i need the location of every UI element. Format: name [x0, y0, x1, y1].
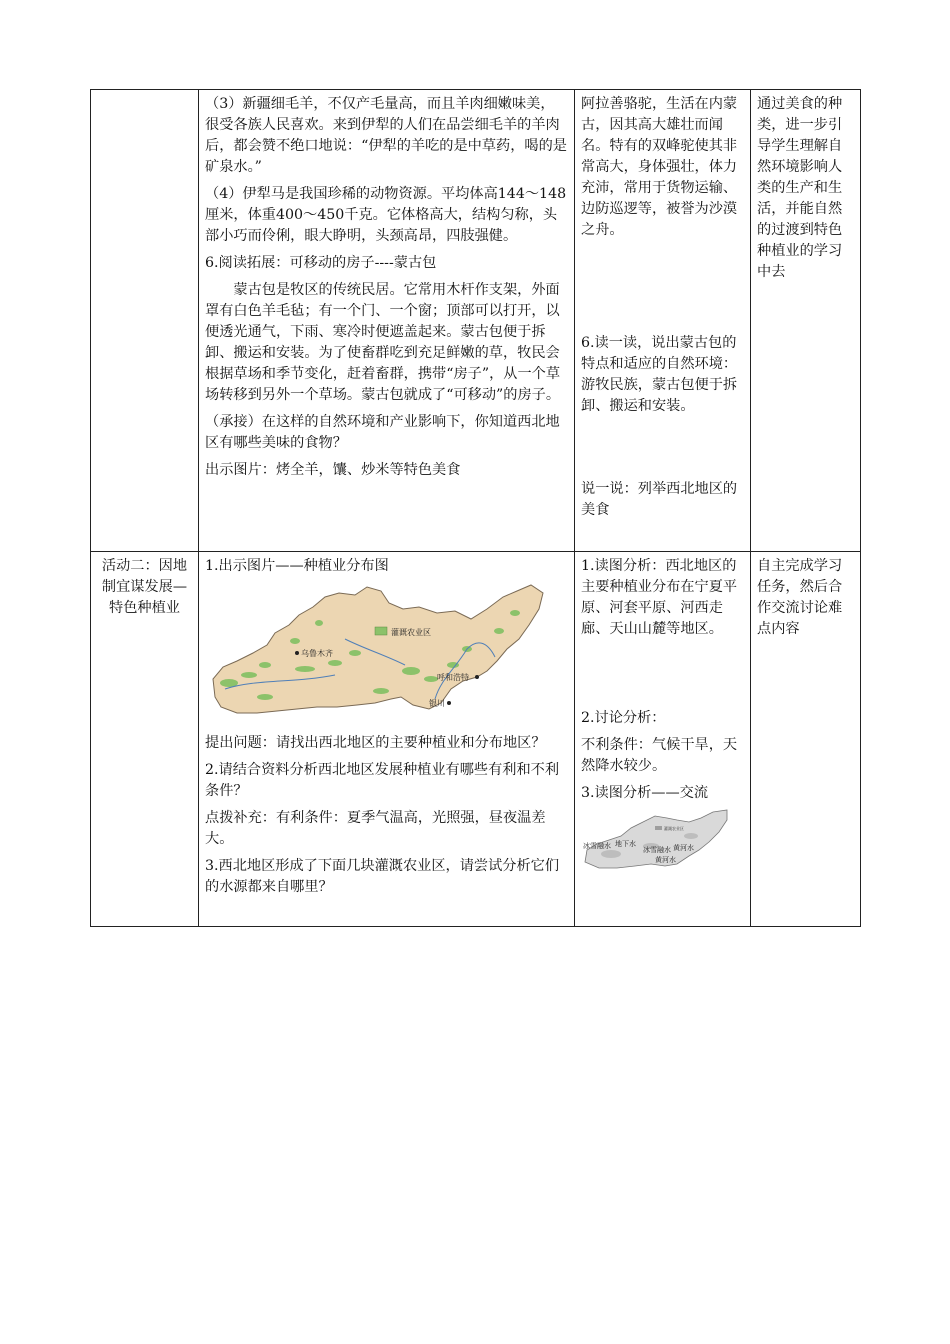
- northwest-region-shape: [213, 585, 543, 713]
- teacher-paragraph: 出示图片：烤全羊，馕、炒米等特色美食: [205, 462, 461, 478]
- teacher-paragraph: （4）伊犁马是我国珍稀的动物资源。平均体高144～148厘米，体重400～450千克。它体格高大，结构匀称，头部小巧而伶俐，眼大睁明，头颈高昂，四肢强健。: [205, 186, 567, 244]
- student-activity-cell: [575, 552, 751, 927]
- design-intent-cell: [751, 90, 861, 552]
- city-label: 银川: [429, 699, 445, 708]
- design-intent-text: 通过美食的种类，进一步引导学生理解自然环境影响人类的生产和生活，并能自然的过渡到特色种植业的学习中去: [757, 96, 843, 280]
- activity-cell: [91, 552, 199, 927]
- table-row: [91, 90, 861, 552]
- city-label: 乌鲁木齐: [301, 649, 333, 658]
- student-paragraph: 阿拉善骆驼，生活在内蒙古，因其高大雄壮而闻名。特有的双峰驼使其非常高大，身体强壮，体力充沛，常用于货物运输、边防巡逻等，被誉为沙漠之舟。: [581, 96, 738, 238]
- map-legend-label: 灌溉农业区: [664, 826, 684, 831]
- water-source-label: 地下水: [615, 840, 636, 848]
- water-source-label: 冰雪融水: [643, 846, 671, 854]
- teacher-paragraph: 蒙古包是牧区的传统民居。它常用木杆作支架，外面罩有白色羊毛毡；有一个门、一个窗；顶部可以打开，以便透光通气，下雨、寒冷时便遮盖起来。蒙古包便于拆卸、搬运和安装。为了使畜群吃到充足鲜嫩的草，牧民会根据草场和季节变化，赶着畜群，携带“房子”，从一个草场转移到另外一个草场。蒙古包就成了“可移动”的房子。: [205, 282, 561, 403]
- teacher-paragraph: （3）新疆细毛羊，不仅产毛量高，而且羊肉细嫩味美，很受各族人民喜欢。来到伊犁的人们在品尝细毛羊的羊肉后，都会赞不绝口地说：“伊犁的羊吃的是中草药，喝的是矿泉水。”: [205, 96, 567, 175]
- teacher-activity-cell: [199, 90, 575, 552]
- teacher-paragraph: （承接）在这样的自然环境和产业影响下，你知道西北地区有哪些美味的食物？: [205, 414, 560, 451]
- water-source-label: 冰雪融水: [583, 842, 611, 850]
- student-paragraph: 3.读图分析——交流: [581, 785, 709, 801]
- teacher-paragraph: 点拨补充：有利条件：夏季气温高，光照强，昼夜温差大。: [205, 810, 546, 847]
- map-legend-label: 灌溉农业区: [391, 628, 431, 637]
- design-intent-text: 自主完成学习任务，然后合作交流讨论难点内容: [757, 558, 843, 637]
- student-paragraph: 6.读一读，说出蒙古包的特点和适应的自然环境：游牧民族，蒙古包便于拆卸、搬运和安装。: [581, 335, 738, 414]
- teacher-paragraph: 6.阅读拓展：可移动的房子----蒙古包: [205, 255, 437, 271]
- student-paragraph: 不利条件：气候干旱，天然降水较少。: [581, 737, 738, 774]
- water-source-label: 黄河水: [673, 844, 694, 852]
- legend-swatch: [655, 826, 662, 830]
- planting-distribution-map: [205, 579, 555, 727]
- lesson-plan-table: [90, 89, 861, 927]
- design-intent-cell: [751, 552, 861, 927]
- teacher-activity-cell: [199, 552, 575, 927]
- student-paragraph: 说一说：列举西北地区的美食: [581, 481, 738, 518]
- table-row: [91, 552, 861, 927]
- legend-swatch: [375, 627, 387, 635]
- activity-title: 活动二：因地制宜谋发展—特色种植业: [101, 558, 188, 616]
- city-marker: [475, 675, 479, 679]
- student-activity-cell: [575, 90, 751, 552]
- city-marker: [447, 701, 451, 705]
- teacher-paragraph: 提出问题：请找出西北地区的主要种植业和分布地区？: [205, 735, 546, 751]
- water-source-map: [581, 806, 733, 872]
- student-paragraph: 2.讨论分析：: [581, 710, 666, 726]
- activity-cell-empty: [91, 90, 199, 552]
- city-label: 呼和浩特: [437, 673, 469, 682]
- student-paragraph: 1.读图分析：西北地区的主要种植业分布在宁夏平原、河套平原、河西走廊、天山山麓等地区。: [581, 558, 738, 637]
- water-source-label: 黄河水: [655, 856, 676, 864]
- teacher-paragraph: 2.请结合资料分析西北地区发展种植业有哪些有利和不利条件？: [205, 762, 560, 799]
- city-marker: [295, 651, 299, 655]
- teacher-paragraph: 1.出示图片——种植业分布图: [205, 558, 389, 574]
- teacher-paragraph: 3.西北地区形成了下面几块灌溉农业区，请尝试分析它们的水源都来自哪里？: [205, 858, 560, 895]
